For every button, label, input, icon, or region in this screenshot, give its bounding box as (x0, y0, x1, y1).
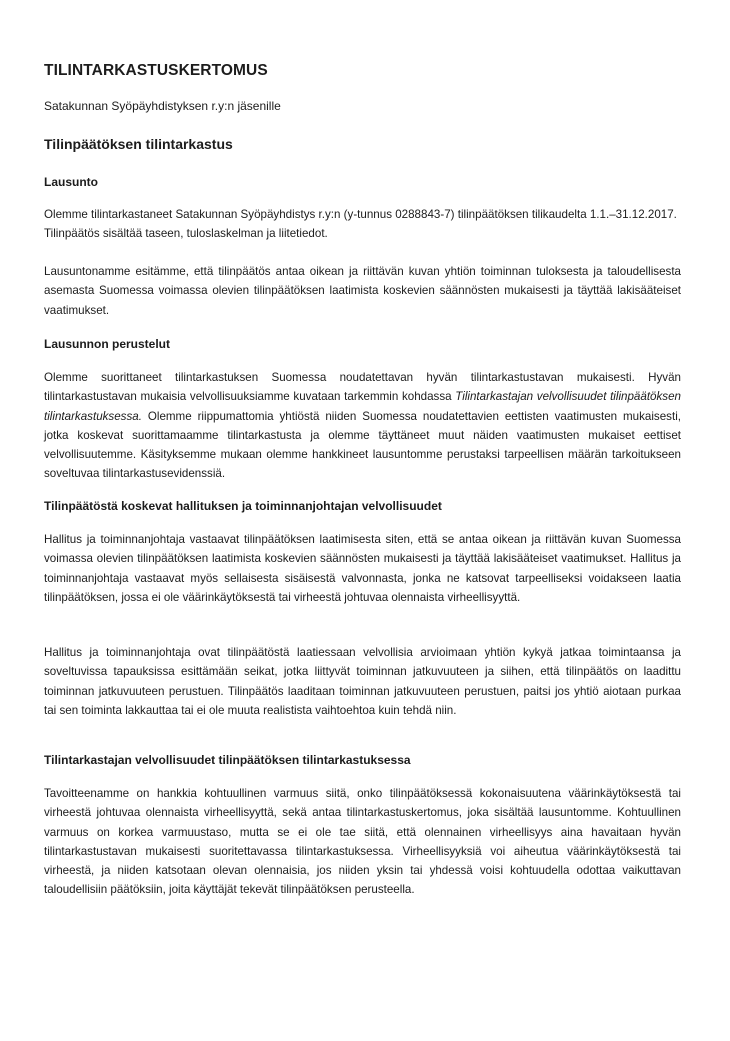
paragraph-hallituksen-velvollisuudet-2: Hallitus ja toiminnanjohtaja ovat tilinpäätöstä laatiessaan velvollisia arvioimaan yhtiön kykyä jatkaa toimintaansa ja soveltuvissa tapauksissa esittämään seikat, jotka liittyvät toiminnan jatkuvuuteen ja siihen, että tilinpäätös on laadittu toiminnan jatkuvuuteen perustuen. Tilinpäätös laaditaan toiminnan jatkuvuuteen perustuen, paitsi jos yhtiö aiotaan purkaa tai sen toiminta lakkauttaa tai ei ole muuta realistista vaihtoehtoa kuin tehdä niin. (44, 646, 681, 717)
recipient-line: Satakunnan Syöpäyhdistyksen r.y:n jäsenille (44, 99, 281, 113)
heading-tilintarkastajan-velvollisuudet: Tilintarkastajan velvollisuudet tilinpäätöksen tilintarkastuksessa (44, 753, 411, 767)
paragraph-text-italic: Tilintarkastajan velvollisuudet tilinpäätöksen tilintarkastuksessa. (44, 390, 681, 423)
paragraph-hallituksen-velvollisuudet-1: Hallitus ja toiminnanjohtaja vastaavat tilinpäätöksen laatimisesta siten, että se antaa oikean ja riittävän kuvan Suomessa voimassa olevien tilinpäätöksen laatimista koskevien säännösten mukaisesti ja täyttää lakisääteiset vaatimukset. Hallitus ja toiminnanjohtaja vastaavat myös sellaisesta sisäisestä valvonnasta, jonka ne katsovat tarpeelliseksi voidakseen laatia tilinpäätöksen, jossa ei ole väärinkäytöksestä tai virheestä johtuvaa olennaista virheellisyyttä. (44, 533, 681, 604)
paragraph-text-before: Olemme suorittaneet tilintarkastuksen Suomessa noudatettavan hyvän tilintarkastustavan mukaisesti. Hyvän tilintarkastustavan mukaisia velvollisuuksiamme kuvataan tarkemmin kohdassa (44, 371, 681, 404)
paragraph-lausunto-2: Lausuntonamme esitämme, että tilinpäätös antaa oikean ja riittävän kuvan yhtiön toiminnan tuloksesta ja taloudellisesta asemasta Suomessa voimassa olevien tilinpäätöksen laatimista koskevien säännösten mukaisesti ja täyttää lakisääteiset vaatimukset. (44, 265, 681, 317)
heading-hallituksen-velvollisuudet: Tilinpäätöstä koskevat hallituksen ja toiminnanjohtajan velvollisuudet (44, 499, 442, 513)
paragraph-tilintarkastajan-velvollisuudet: Tavoitteenamme on hankkia kohtuullinen varmuus siitä, onko tilinpäätöksessä kokonaisuutena väärinkäytöksestä tai virheestä johtuvaa olennaista virheellisyyttä, sekä antaa tilintarkastuskertomus, joka sisältää lausuntomme. Kohtuullinen varmuus on korkea varmuustaso, mutta se ei ole tae siitä, että olennainen virheellisyys aina havaitaan hyvän tilintarkastustavan mukaisesti suoritettavassa tilintarkastuksessa. Virheellisyyksiä voi aiheutua väärinkäytöksestä tai virheestä, ja niiden katsotaan olevan olennaisia, jos niiden yksin tai yhdessä voisi kohtuudella odottaa vaikuttavan taloudellisiin päätöksiin, joita käyttäjät tekevät tilinpäätöksen perusteella. (44, 787, 681, 897)
paragraph-text-after: Olemme riippumattomia yhtiöstä niiden Suomessa noudatettavien eettisten vaatimusten mukaisesti, jotka koskevat suorittamaamme tilintarkastusta ja olemme täyttäneet muut näiden vaatimusten mukaiset eettiset velvollisuutemme. Käsityksemme mukaan olemme hankkineet lausuntomme perustaksi tarpeellisen määrän tarkoitukseen soveltuvaa tilintarkastusevidenssiä. (44, 409, 681, 481)
heading-lausunnon-perustelut: Lausunnon perustelut (44, 337, 170, 351)
section-title: Tilinpäätöksen tilintarkastus (44, 136, 233, 152)
document-title: TILINTARKASTUSKERTOMUS (44, 62, 268, 79)
paragraph-lausunnon-perustelut (44, 368, 681, 484)
paragraph-lausunto-1: Olemme tilintarkastaneet Satakunnan Syöpäyhdistys r.y:n (y-tunnus 0288843-7) tilinpäätöksen tilikaudelta 1.1.–31.12.2017. Tilinpäätös sisältää taseen, tuloslaskelman ja liitetiedot. (44, 208, 677, 241)
heading-lausunto: Lausunto (44, 175, 98, 189)
